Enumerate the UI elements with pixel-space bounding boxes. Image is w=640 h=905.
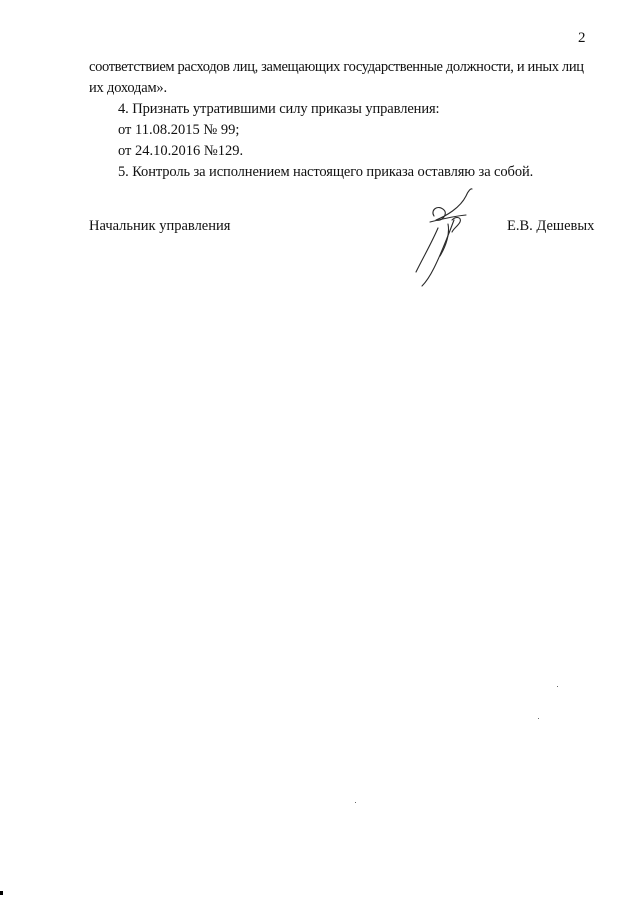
clause-5-control: 5. Контроль за исполнением настоящего приказа оставляю за собой. xyxy=(118,164,534,180)
clause-4-heading: 4. Признать утратившими силу приказы управления: xyxy=(118,101,440,117)
handwritten-signature xyxy=(400,186,480,292)
signer-name: Е.В. Дешевых xyxy=(507,218,595,234)
scan-speck xyxy=(355,802,356,803)
page-number: 2 xyxy=(578,30,586,46)
text-line-continuation: соответствием расходов лиц, замещающих государственные должности, и иных лиц xyxy=(89,59,584,75)
signer-title: Начальник управления xyxy=(89,218,231,234)
repealed-order-1: от 11.08.2015 № 99; xyxy=(118,122,240,138)
text-line-continuation-end: их доходам». xyxy=(89,80,167,96)
repealed-order-2: от 24.10.2016 №129. xyxy=(118,143,244,159)
scan-speck xyxy=(538,718,539,719)
scan-edge-mark xyxy=(0,891,3,895)
scan-speck xyxy=(557,686,558,687)
